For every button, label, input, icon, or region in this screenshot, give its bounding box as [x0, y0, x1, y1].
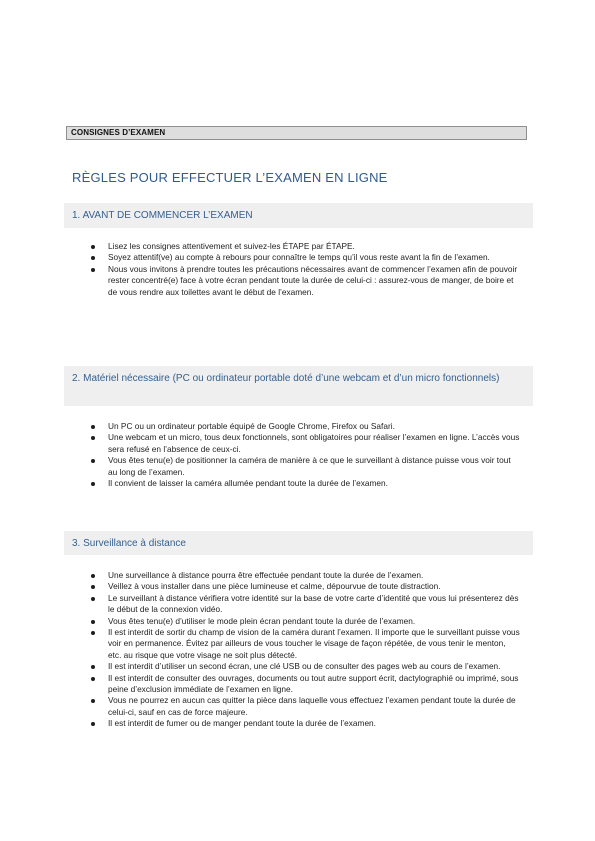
list-item: Veillez à vous installer dans une pièce lumineuse et calme, dépourvue de toute distraction. — [91, 581, 521, 592]
page-title: RÈGLES POUR EFFECTUER L’EXAMEN EN LIGNE — [72, 170, 388, 185]
list-item: Vous ne pourrez en aucun cas quitter la pièce dans laquelle vous effectuez l’examen pendant toute la durée de celui-ci, sauf en cas de force majeure. — [91, 695, 521, 718]
list-item: Le surveillant à distance vérifiera votre identité sur la base de votre carte d’identité que vous lui présenterez dès le début de la connexion vidéo. — [91, 593, 521, 616]
section-heading-surveillance — [64, 531, 533, 555]
document-header-label: CONSIGNES D’EXAMEN — [71, 128, 166, 137]
bullet-list-avant-examen — [91, 241, 521, 298]
bullet-list-materiel — [91, 421, 521, 489]
list-item: Il convient de laisser la caméra allumée pendant toute la durée de l’examen. — [91, 478, 521, 489]
list-item: Il est interdit de sortir du champ de vision de la caméra durant l’examen. Il importe que le surveillant puisse vous voir en permanence. Évitez par ailleurs de vous toucher le visage de façon répétée, de vous tenir le menton, etc. au risque que votre visage ne soit plus détecté. — [91, 627, 521, 661]
list-item: Nous vous invitons à prendre toutes les précautions nécessaires avant de commencer l’examen afin de pouvoir rester concentré(e) face à votre écran pendant toute la durée de celui-ci : assurez-vous de manger, de boire et de vous rendre aux toilettes avant le début de l’examen. — [91, 264, 521, 298]
list-item: Il est interdit de consulter des ouvrages, documents ou tout autre support écrit, dactylographié ou imprimé, sous peine d’exclusion immédiate de l’examen en ligne. — [91, 673, 521, 696]
list-item: Une webcam et un micro, tous deux fonctionnels, sont obligatoires pour réaliser l’examen en ligne. L’accès vous sera refusé en l’absence de ceux-ci. — [91, 432, 521, 455]
section-heading-avant-examen — [64, 203, 533, 228]
list-item: Une surveillance à distance pourra être effectuée pendant toute la durée de l’examen. — [91, 570, 521, 581]
list-item: Il est interdit d’utiliser un second écran, une clé USB ou de consulter des pages web au cours de l’examen. — [91, 661, 521, 672]
section-heading-materiel — [64, 366, 533, 406]
list-item: Vous êtes tenu(e) de positionner la caméra de manière à ce que le surveillant à distance puisse vous voir tout au long de l’examen. — [91, 455, 521, 478]
bullet-list-surveillance — [91, 570, 521, 730]
list-item: Lisez les consignes attentivement et suivez-les ÉTAPE par ÉTAPE. — [91, 241, 521, 252]
list-item: Il est interdit de fumer ou de manger pendant toute la durée de l’examen. — [91, 718, 521, 729]
list-item: Un PC ou un ordinateur portable équipé de Google Chrome, Firefox ou Safari. — [91, 421, 521, 432]
section-heading-text: 3. Surveillance à distance — [72, 538, 186, 549]
document-header — [66, 126, 527, 140]
list-item: Vous êtes tenu(e) d’utiliser le mode plein écran pendant toute la durée de l’examen. — [91, 616, 521, 627]
section-heading-text: 1. AVANT DE COMMENCER L’EXAMEN — [72, 210, 253, 221]
list-item: Soyez attentif(ve) au compte à rebours pour connaître le temps qu’il vous reste avant la fin de l’examen. — [91, 252, 521, 263]
section-heading-text: 2. Matériel nécessaire (PC ou ordinateur portable doté d’une webcam et d’un micro fonctionnels) — [72, 373, 500, 384]
